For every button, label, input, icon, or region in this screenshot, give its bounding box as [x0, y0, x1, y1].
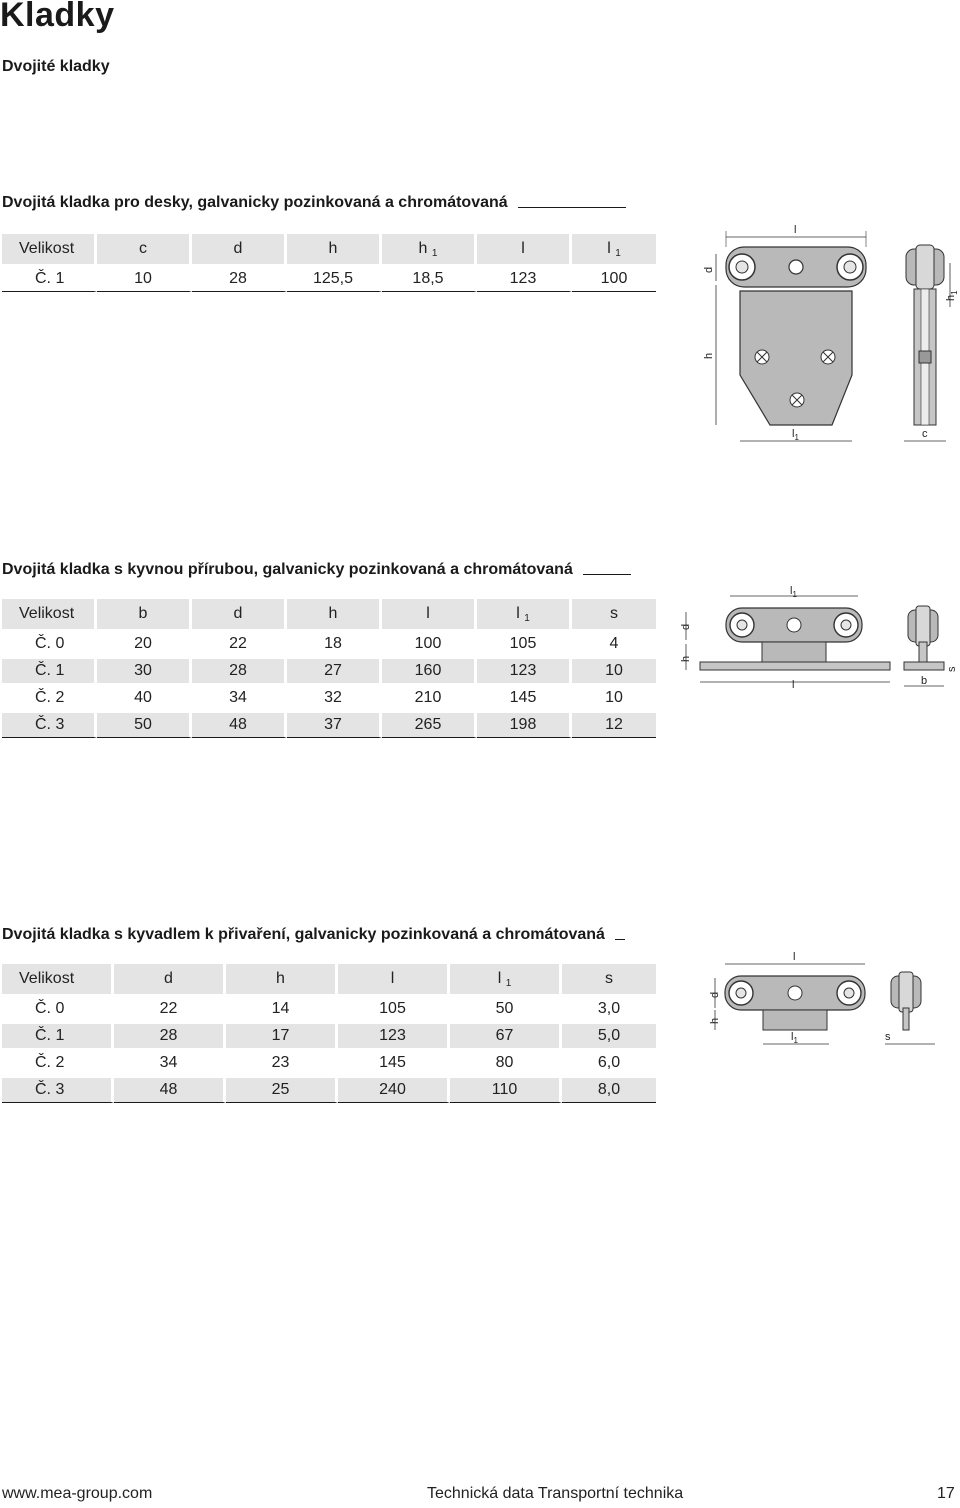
dim-l-label: l: [792, 679, 795, 691]
value-cell: 145: [338, 1048, 450, 1075]
table-row: [2, 629, 656, 656]
value-cell: 100: [572, 264, 656, 292]
table-row: [2, 656, 656, 683]
section-heading-1-text: Dvojitá kladka pro desky, galvanicky pozinkovaná a chromátovaná: [2, 194, 508, 211]
size-cell: Č. 1: [2, 1021, 114, 1048]
column-header: s: [562, 964, 656, 994]
value-cell: 123: [477, 656, 572, 683]
value-cell: 145: [477, 683, 572, 710]
value-cell: 10: [572, 683, 656, 710]
value-cell: 22: [192, 629, 287, 656]
value-cell: 6,0: [562, 1048, 656, 1075]
value-cell: 10: [97, 264, 192, 292]
column-header: b: [97, 599, 192, 629]
value-cell: 20: [97, 629, 192, 656]
column-header: h: [287, 599, 382, 629]
value-cell: 67: [450, 1021, 562, 1048]
table-row: [2, 1048, 656, 1075]
table-row: [2, 710, 656, 738]
value-cell: 198: [477, 710, 572, 738]
column-header: Velikost: [2, 599, 97, 629]
column-header: h: [287, 234, 382, 264]
drawing-pendulum-roller: [705, 950, 940, 1050]
column-header: l: [338, 964, 450, 994]
size-cell: Č. 2: [2, 683, 97, 710]
value-cell: 48: [114, 1075, 226, 1103]
column-header: Velikost: [2, 964, 114, 994]
heading-rule: [615, 939, 625, 940]
footer-website: www.mea-group.com: [2, 1485, 153, 1502]
table-header-row: [2, 599, 656, 629]
page-number: 17: [937, 1485, 955, 1502]
page-title: Kladky: [0, 0, 115, 34]
value-cell: 32: [287, 683, 382, 710]
size-cell: Č. 0: [2, 629, 97, 656]
column-header: d: [114, 964, 226, 994]
value-cell: 240: [338, 1075, 450, 1103]
value-cell: 17: [226, 1021, 338, 1048]
value-cell: 28: [192, 264, 287, 292]
column-header: s: [572, 599, 656, 629]
value-cell: 40: [97, 683, 192, 710]
value-cell: 14: [226, 994, 338, 1021]
value-cell: 34: [192, 683, 287, 710]
section-heading-3: [2, 926, 625, 944]
table-row: [2, 1021, 656, 1048]
value-cell: 4: [572, 629, 656, 656]
column-header: c: [97, 234, 192, 264]
value-cell: 25: [226, 1075, 338, 1103]
value-cell: 105: [477, 629, 572, 656]
value-cell: 23: [226, 1048, 338, 1075]
dim-d-label: d: [709, 991, 721, 998]
value-cell: 100: [382, 629, 477, 656]
table-row: [2, 994, 656, 1021]
table-header-row: [2, 964, 656, 994]
dim-l1-label: $l_1$: [792, 428, 799, 442]
value-cell: 105: [338, 994, 450, 1021]
value-cell: 210: [382, 683, 477, 710]
value-cell: 12: [572, 710, 656, 738]
dim-h1-label: $h_1$: [945, 290, 959, 301]
dim-s-label: s: [946, 666, 958, 672]
section-heading-3-text: Dvojitá kladka s kyvadlem k přivaření, galvanicky pozinkovaná a chromátovaná: [2, 926, 605, 943]
value-cell: 10: [572, 656, 656, 683]
table-row: [2, 1075, 656, 1103]
heading-rule: [518, 207, 626, 208]
table-row: [2, 264, 656, 292]
drawing-plate-roller: [690, 225, 958, 447]
column-header: Velikost: [2, 234, 97, 264]
column-header: d: [192, 599, 287, 629]
column-header: l $_1$: [477, 599, 572, 629]
size-cell: Č. 3: [2, 710, 97, 738]
value-cell: 80: [450, 1048, 562, 1075]
value-cell: 34: [114, 1048, 226, 1075]
value-cell: 123: [477, 264, 572, 292]
column-header: l $_1$: [572, 234, 656, 264]
drawing-swivel-flange-roller: [678, 586, 958, 692]
value-cell: 160: [382, 656, 477, 683]
dim-l-label: l: [793, 951, 796, 963]
dim-c-label: c: [922, 428, 928, 440]
spec-table-2: [2, 599, 656, 738]
dim-h-label: h: [703, 352, 715, 359]
footer-center: Technická data Transportní technika: [427, 1485, 684, 1502]
dim-l-label: l: [794, 224, 797, 236]
value-cell: 28: [192, 656, 287, 683]
column-header: h: [226, 964, 338, 994]
section-heading-1: [2, 194, 626, 212]
spec-table-3: [2, 964, 656, 1103]
value-cell: 28: [114, 1021, 226, 1048]
section-heading-2: [2, 561, 631, 579]
value-cell: 48: [192, 710, 287, 738]
value-cell: 125,5: [287, 264, 382, 292]
value-cell: 123: [338, 1021, 450, 1048]
value-cell: 265: [382, 710, 477, 738]
value-cell: 5,0: [562, 1021, 656, 1048]
value-cell: 50: [97, 710, 192, 738]
table-row: [2, 683, 656, 710]
value-cell: 18: [287, 629, 382, 656]
value-cell: 27: [287, 656, 382, 683]
value-cell: 8,0: [562, 1075, 656, 1103]
heading-rule: [583, 574, 631, 575]
value-cell: 22: [114, 994, 226, 1021]
section-heading-2-text: Dvojitá kladka s kyvnou přírubou, galvanicky pozinkovaná a chromátovaná: [2, 561, 573, 578]
column-header: l $_1$: [450, 964, 562, 994]
size-cell: Č. 0: [2, 994, 114, 1021]
value-cell: 50: [450, 994, 562, 1021]
value-cell: 110: [450, 1075, 562, 1103]
size-cell: Č. 1: [2, 656, 97, 683]
dim-d-label: d: [703, 266, 715, 273]
dim-d-label: d: [680, 623, 692, 630]
table-header-row: [2, 234, 656, 264]
dim-b-label: b: [921, 675, 928, 687]
value-cell: 30: [97, 656, 192, 683]
size-cell: Č. 1: [2, 264, 97, 292]
spec-table-1: [2, 234, 656, 292]
dim-h-label: h: [709, 1017, 721, 1024]
value-cell: 3,0: [562, 994, 656, 1021]
value-cell: 18,5: [382, 264, 477, 292]
value-cell: 37: [287, 710, 382, 738]
dim-l1-label: $l_1$: [790, 585, 797, 599]
column-header: h $_1$: [382, 234, 477, 264]
size-cell: Č. 2: [2, 1048, 114, 1075]
column-header: l: [382, 599, 477, 629]
column-header: d: [192, 234, 287, 264]
dim-s-label: s: [885, 1031, 891, 1043]
size-cell: Č. 3: [2, 1075, 114, 1103]
dim-h-label: h: [680, 655, 692, 662]
column-header: l: [477, 234, 572, 264]
dim-l1-label: $l_1$: [791, 1031, 798, 1045]
page-subtitle: Dvojité kladky: [2, 58, 110, 75]
